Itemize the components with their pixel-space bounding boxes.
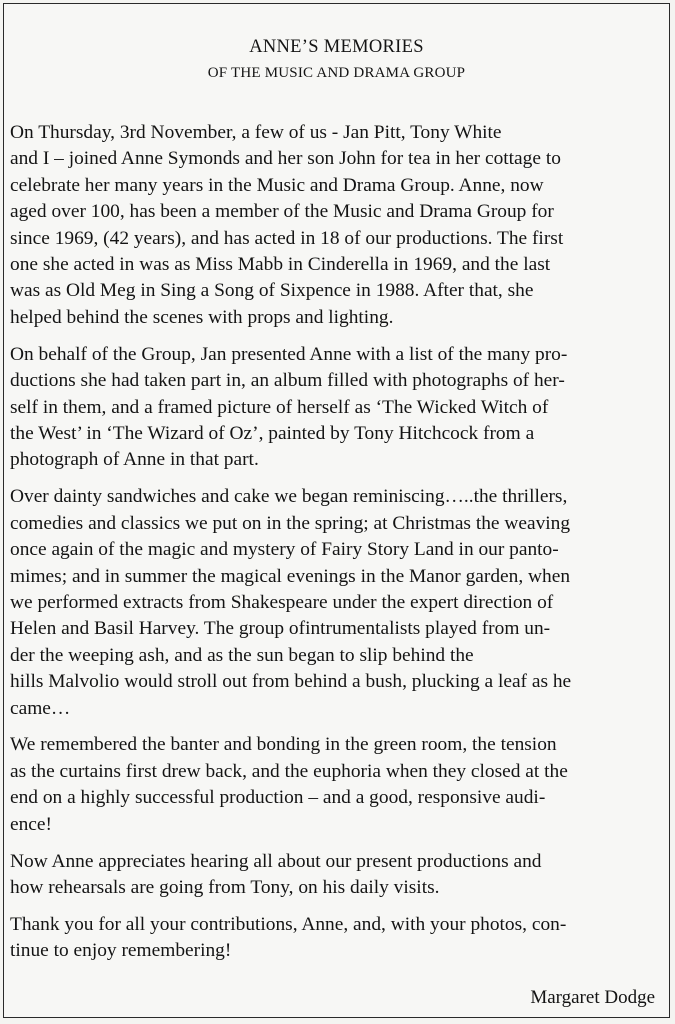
- text-line: On behalf of the Group, Jan presented Anne with a list of the many pro-: [10, 343, 568, 365]
- text-line: tinue to enjoy remembering!: [10, 940, 232, 962]
- text-line: how rehearsals are going from Tony, on his daily visits.: [10, 876, 440, 898]
- text-line: as the curtains first drew back, and the euphoria when they closed at the: [10, 760, 568, 782]
- paragraph-4: [10, 732, 662, 838]
- article-subtitle: OF THE MUSIC AND DRAMA GROUP: [207, 65, 466, 81]
- text-line: ductions she had taken part in, an album filled with photographs of her-: [10, 370, 565, 392]
- text-line: the West’ in ‘The Wizard of Oz’, painted by Tony Hitchcock from a: [10, 422, 535, 444]
- paragraph-3: [10, 484, 662, 722]
- text-line: self in them, and a framed picture of herself as ‘The Wicked Witch of: [10, 396, 549, 418]
- text-line: der the weeping ash, and as the sun began to slip behind the: [10, 644, 474, 666]
- text-line: was as Old Meg in Sing a Song of Sixpence in 1988. After that, she: [10, 280, 534, 302]
- text-line: comedies and classics we put on in the spring; at Christmas the weaving: [10, 512, 571, 534]
- article-title: ANNE’S MEMORIES: [249, 37, 424, 57]
- text-line: once again of the magic and mystery of Fairy Story Land in our panto-: [10, 539, 559, 561]
- text-line: Over dainty sandwiches and cake we began reminiscing…..the thrillers,: [10, 486, 568, 508]
- text-line: came…: [10, 697, 71, 719]
- text-line: we performed extracts from Shakespeare under the expert direction of: [10, 591, 554, 613]
- text-line: mimes; and in summer the magical evenings in the Manor garden, when: [10, 565, 571, 587]
- author-signature: Margaret Dodge: [530, 987, 655, 1008]
- text-line: aged over 100, has been a member of the Music and Drama Group for: [10, 201, 554, 223]
- paragraph-5: [10, 849, 662, 902]
- paragraph-6: [10, 912, 662, 965]
- text-line: and I – joined Anne Symonds and her son John for tea in her cottage to: [10, 148, 561, 170]
- text-line: ence!: [10, 813, 52, 835]
- text-line: We remembered the banter and bonding in the green room, the tension: [10, 734, 557, 756]
- text-line: Now Anne appreciates hearing all about our present productions and: [10, 850, 542, 872]
- paragraph-2: [10, 342, 662, 474]
- text-line: helped behind the scenes with props and lighting.: [10, 306, 394, 328]
- text-line: Helen and Basil Harvey. The group ofintrumentalists played from un-: [10, 618, 551, 640]
- text-line: photograph of Anne in that part.: [10, 449, 259, 471]
- text-line: celebrate her many years in the Music and Drama Group. Anne, now: [10, 174, 544, 196]
- text-line: end on a highly successful production – and a good, responsive audi-: [10, 787, 546, 809]
- paragraph-1: [10, 120, 662, 331]
- text-line: one she acted in was as Miss Mabb in Cinderella in 1969, and the last: [10, 254, 551, 276]
- text-line: Thank you for all your contributions, Anne, and, with your photos, con-: [10, 913, 567, 935]
- text-line: hills Malvolio would stroll out from behind a bush, plucking a leaf as he: [10, 671, 572, 693]
- newsletter-page: [3, 3, 670, 1018]
- text-line: since 1969, (42 years), and has acted in 18 of our productions. The first: [10, 227, 564, 249]
- text-line: On Thursday, 3rd November, a few of us - Jan Pitt, Tony White: [10, 122, 502, 143]
- article-body: [10, 120, 662, 975]
